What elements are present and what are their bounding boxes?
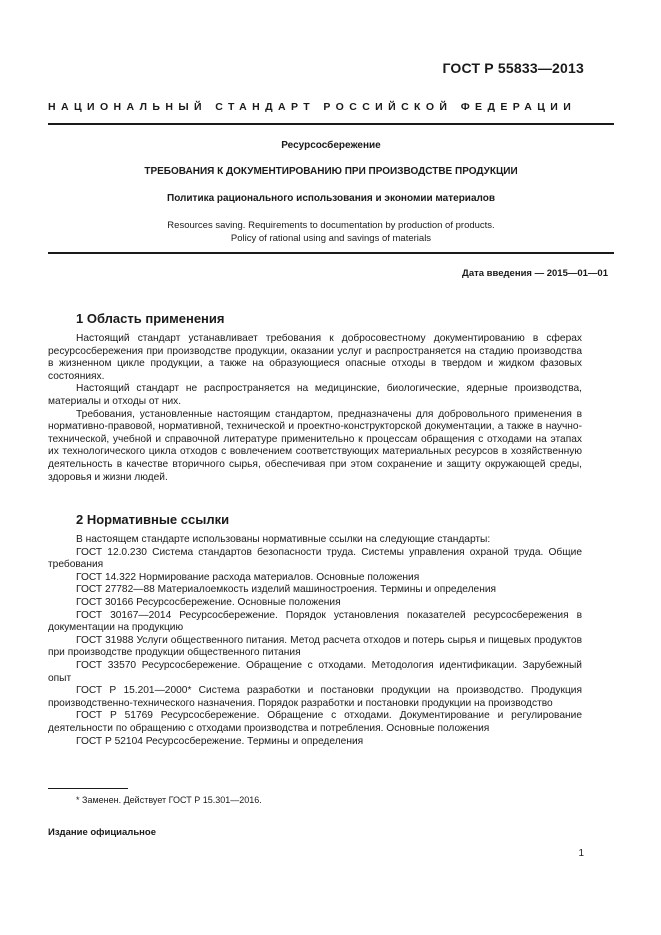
standard-code: ГОСТ Р 55833—2013 [442,60,584,76]
title-english [48,220,614,245]
title-rule [48,252,614,254]
title-english-line1: Resources saving. Requirements to documentation by production of products. [167,220,495,231]
reference-item: ГОСТ 14.322 Нормирование расхода материалов. Основные положения [76,571,420,583]
section-2-body [48,534,582,748]
section-2-heading: 2 Нормативные ссылки [76,512,230,527]
title-subtitle: Политика рационального использования и экономии материалов [167,193,495,204]
title-main: ТРЕБОВАНИЯ К ДОКУМЕНТИРОВАНИЮ ПРИ ПРОИЗВОДСТВЕ ПРОДУКЦИИ [144,166,518,177]
section-1-body [48,333,582,484]
footnote-rule [48,788,128,789]
section-2-intro: В настоящем стандарте использованы нормативные ссылки на следующие стандарты: [76,534,491,545]
reference-item: ГОСТ 33570 Ресурсосбережение. Обращение с отходами. Методология идентификации. Зарубежный опыт [48,659,582,684]
section-1-paragraph: Настоящий стандарт устанавливает требования к добросовестному документированию в сферах ресурсосбережения при производстве продукции, оказании услуг и распространяется на стадию производства в жизненном цикле продукции, а также на образующиеся опасные отходы в твердом и жидком фазовых состояниях. [48,333,582,382]
reference-item: ГОСТ 27782—88 Материалоемкость изделий машиностроения. Термины и определения [76,584,497,596]
section-1-paragraph: Требования, установленные настоящим стандартом, предназначены для добровольного применения в нормативно-правовой, нормативной, технической и проектно-конструкторской документации, а также в научно-технической, учебной и справочной литературе применительно к процессам обращения с отходами на этапах их технологического цикла отходов с вовлечением соответствующих материальных ресурсов в хозяйственную деятельность в качестве вторичного сырья, обеспечивая при этом сохранение и защиту окружающей среды, здоровья и жизни людей. [48,408,582,483]
reference-item: ГОСТ 12.0.230 Система стандартов безопасности труда. Системы управления охраной труда. Общие требования [48,546,582,571]
title-english-line2: Policy of rational using and savings of materials [230,232,432,244]
header-rule [48,123,614,125]
reference-item: ГОСТ Р 15.201—2000* Система разработки и постановки продукции на производство. Продукция производственно-технического назначения. Порядок разработки и постановки продукции на производство [48,685,582,709]
section-1-heading: 1 Область применения [76,311,225,326]
reference-item: ГОСТ 30167—2014 Ресурсосбережение. Порядок установления показателей ресурсосбережения в документации на продукцию [48,609,582,634]
section-1-paragraph: Настоящий стандарт не распространяется на медицинские, биологические, ядерные производства, материалы и отходы от них. [48,383,582,407]
reference-item: ГОСТ 31988 Услуги общественного питания. Метод расчета отходов и потерь сырья и пищевых продуктов при производстве продукции общественного питания [48,634,582,659]
title-subject: Ресурсосбережение [281,140,381,151]
footnote: * Заменен. Действует ГОСТ Р 15.301—2016. [76,795,262,805]
page-number: 1 [578,848,584,859]
reference-item: ГОСТ Р 52104 Ресурсосбережение. Термины и определения [76,735,364,747]
reference-item: ГОСТ 30166 Ресурсосбережение. Основные положения [76,596,341,608]
introduction-date: Дата введения — 2015—01—01 [462,268,608,279]
reference-item: ГОСТ Р 51769 Ресурсосбережение. Обращение с отходами. Документирование и регулирование деятельности по обращению с отходами производства и потребления. Основные положения [48,710,582,734]
official-edition-label: Издание официальное [48,827,156,838]
national-standard-banner: НАЦИОНАЛЬНЫЙ СТАНДАРТ РОССИЙСКОЙ ФЕДЕРАЦИИ [48,101,577,113]
